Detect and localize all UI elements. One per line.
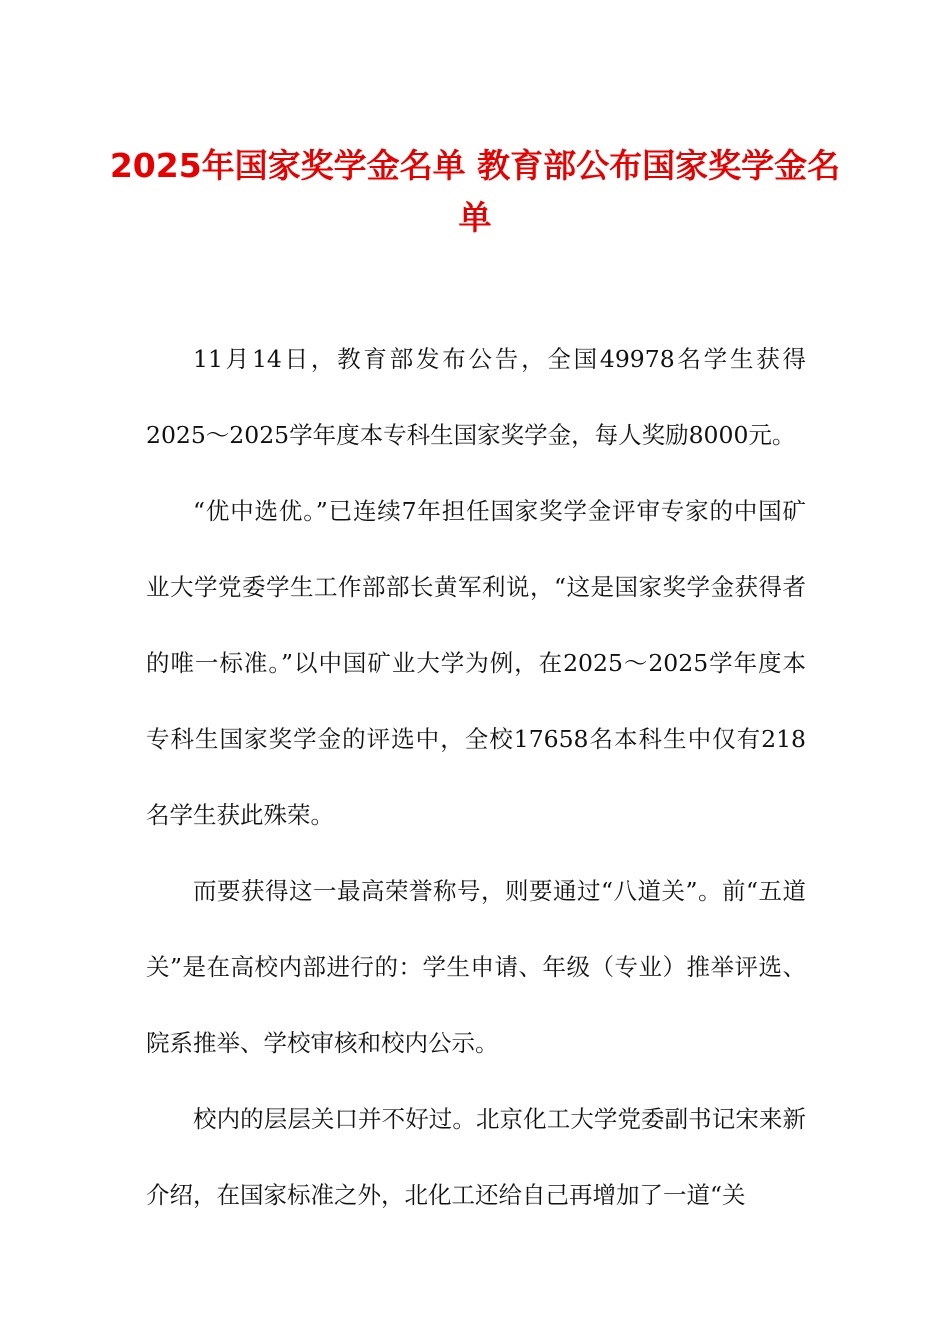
article-body xyxy=(146,321,806,1233)
page-title: 2025年国家奖学金名单 教育部公布国家奖学金名单 xyxy=(109,146,841,237)
paragraph-4: 校内的层层关口并不好过。北京化工大学党委副书记宋来新介绍，在国家标准之外，北化工还给自己再增加了一道“关 xyxy=(146,1105,806,1209)
paragraph-3: 而要获得这一最高荣誉称号，则要通过“八道关”。前“五道关”是在高校内部进行的：学生申请、年级（专业）推举评选、院系推举、学校审核和校内公示。 xyxy=(146,877,806,1057)
paragraph-2: “优中选优。”已连续7年担任国家奖学金评审专家的中国矿业大学党委学生工作部部长黄军利说，“这是国家奖学金获得者的唯一标准。”以中国矿业大学为例，在2025～2025学年度本专科生国家奖学金的评选中，全校17658名本科生中仅有218名学生获此殊荣。 xyxy=(146,497,806,829)
paragraph-1: 11月14日，教育部发布公告，全国49978名学生获得2025～2025学年度本专科生国家奖学金，每人奖励8000元。 xyxy=(146,345,806,449)
